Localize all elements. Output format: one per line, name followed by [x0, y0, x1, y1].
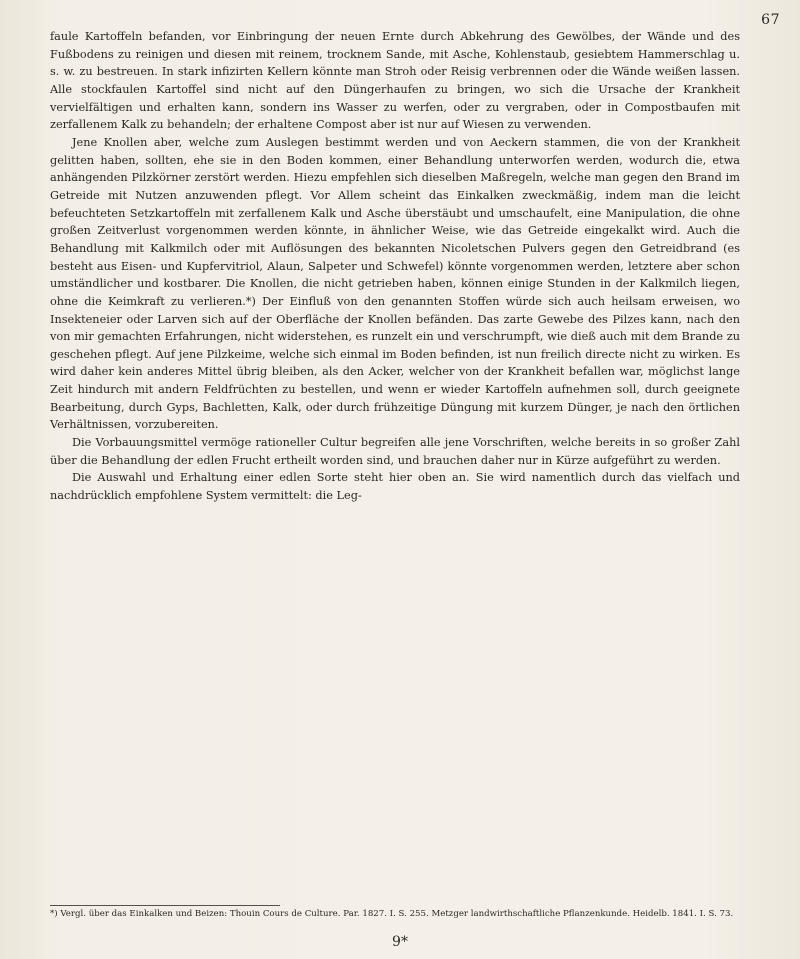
paragraph-2: Jene Knollen aber, welche zum Auslegen bestimmt werden und von Aeckern stammen, die von der Krankheit gelitten haben, sollten, ehe sie in den Boden kommen, einer Behandlung unterworfen werden, wodurch die, etwa anhängenden Pilzkörner zerstört werden. Hiezu empfehlen sich dieselben Maßregeln, welche man gegen den Brand im Getreide mit Nutzen anzuwenden pflegt. Vor Allem scheint das Einkalken zweckmäßig, indem man die leicht befeuchteten Setzkartoffeln mit zerfallenem Kalk und Asche überstäubt und umschaufelt, eine Manipulation, die ohne großen Zeitverlust vorgenommen werden könnte, in ähnlicher Weise, wie das Getreide eingekalkt wird. Auch die Behandlung mit Kalkmilch oder mit Auflösungen des bekannten Nicoletschen Pulvers gegen den Getreidbrand (es besteht aus Eisen- und Kupfervitriol, Alaun, Salpeter und Schwefel) könnte vorgenommen werden, letztere aber schon umständlicher und kostbarer. Die Knollen, die nicht getrieben haben, können einige Stunden in der Kalkmilch liegen, ohne die Keimkraft zu verlieren.*) Der Einfluß von den genannten Stoffen würde sich auch heilsam erweisen, wo Insekteneier oder Larven sich auf der Oberfläche der Knollen befänden. Das zarte Gewebe des Pilzes kann, nach den von mir gemachten Erfahrungen, nicht widerstehen, es runzelt ein und verschrumpft, wie dieß auch mit dem Brande zu geschehen pflegt. Auf jene Pilzkeime, welche sich einmal im Boden befinden, ist nun freilich directe nicht zu wirken. Es wird daher kein anderes Mittel übrig bleiben, als den Acker, welcher von der Krankheit befallen war, möglichst lange Zeit hindurch mit andern Feldfrüchten zu bestellen, und wenn er wieder Kartoffeln aufnehmen soll, durch geeignete Bearbeitung, durch Gyps, Bachletten, Kalk, oder durch frühzeitige Düngung mit kurzem Dünger, je nach den örtlichen Verhältnissen, vorzubereiten. [50, 135, 740, 432]
paragraph-3: Die Vorbauungsmittel vermöge rationeller Cultur begreifen alle jene Vorschriften, welche bereits in so großer Zahl über die Behandlung der edlen Frucht ertheilt worden sind, und brauchen daher nur in Kürze aufgeführt zu werden. [50, 436, 740, 467]
body-text [50, 28, 740, 505]
paragraph-1: faule Kartoffeln befanden, vor Einbringung der neuen Ernte durch Abkehrung des Gewölbes, der Wände und des Fußbodens zu reinigen und diesen mit reinem, trocknem Sande, mit Asche, Kohlenstaub, gesiebtem Hammerschlag u. s. w. zu bestreuen. In stark infizirten Kellern könnte man Stroh oder Reisig verbrennen oder die Wände weißen lassen. Alle stockfaulen Kartoffel sind nicht auf den Düngerhaufen zu bringen, wo sich die Ursache der Krankheit vervielfältigen und erhalten kann, sondern ins Wasser zu werfen, oder zu vergraben, oder in Compostbaufen mit zerfallenem Kalk zu behandeln; der erhaltene Compost aber ist nur auf Wiesen zu verwenden. [50, 30, 740, 132]
page-number: 67 [761, 12, 780, 28]
paragraph-4: Die Auswahl und Erhaltung einer edlen Sorte steht hier oben an. Sie wird namentlich durch das vielfach und nachdrücklich empfohlene System vermittelt: die Leg- [50, 471, 740, 503]
signature-mark: 9* [392, 934, 408, 950]
footnote: *) Vergl. über das Einkalken und Beizen: Thouin Cours de Culture. Par. 1827. I. S. 255. Metzger landwirthschaftliche Pflanzenkunde. Heidelb. 1841. I. S. 73. [50, 909, 734, 919]
footnote-divider [50, 905, 280, 906]
